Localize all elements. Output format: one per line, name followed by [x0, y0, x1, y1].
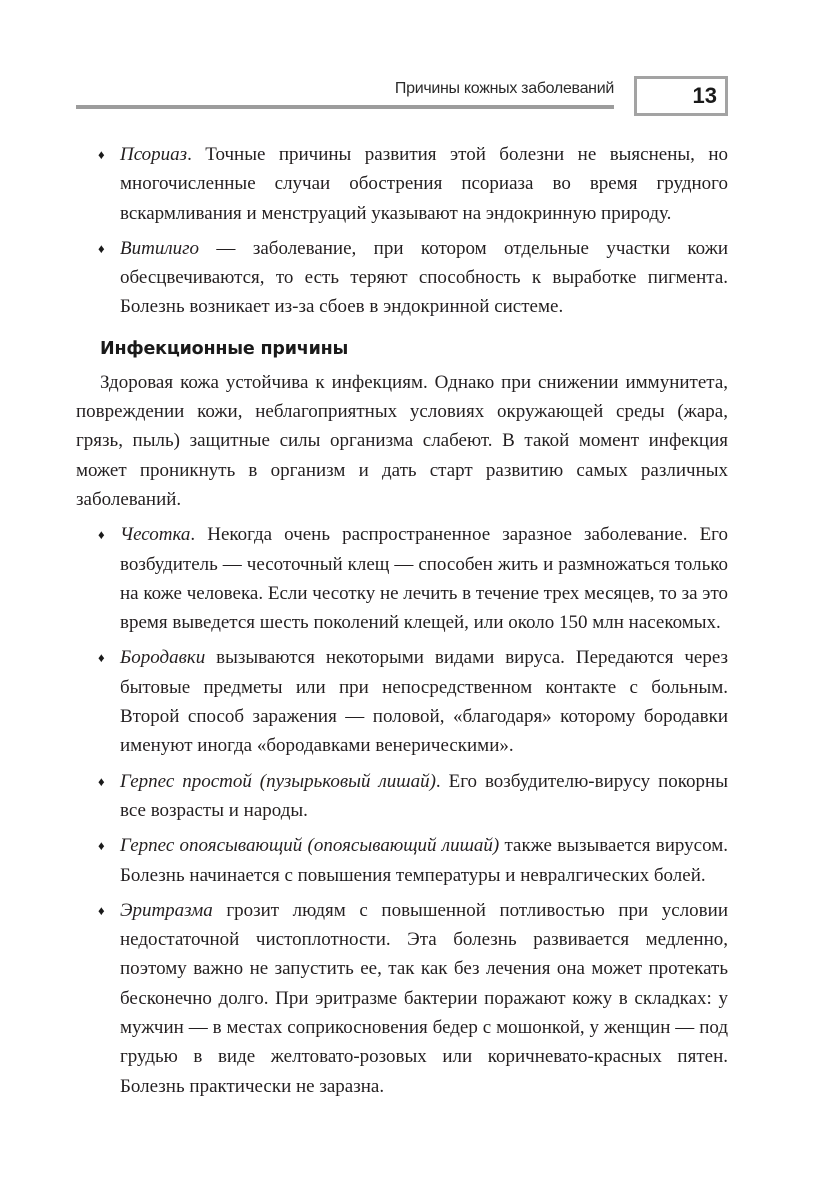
diamond-bullet-icon: ♦: [98, 527, 105, 543]
item-text: Его возбудителю-вирусу покорны все возрасты и народы.: [120, 770, 728, 821]
list-item-herpes-zoster: [76, 831, 728, 890]
section-intro-paragraph: Здоровая кожа устойчива к инфекциям. Однако при снижении иммунитета, повреждении кожи, неблагоприятных условиях окружающей среды (жара, грязь, пыль) защитные силы организма слабеют. В такой момент инфекция может проникнуть в организм и дать старт развитию самых различных заболеваний.: [76, 371, 728, 510]
list-item-herpes-simplex: [76, 767, 728, 826]
item-text: вызываются некоторыми видами вируса. Передаются через бытовые предметы или при непосредственном контакте с больным. Второй способ заражения — половой, «благодаря» которому бородавки именуют иногда «бородавками венерическими».: [120, 647, 728, 757]
term-suffix: .: [435, 770, 441, 792]
item-text: также вызывается вирусом. Болезнь начинается с повышения температуры и невралгических болей.: [120, 835, 728, 886]
diamond-bullet-icon: ♦: [98, 773, 105, 789]
item-text: — заболевание, при котором отдельные участки кожи обесцвечиваются, то есть теряют способность к выработке пигмента. Болезнь возникает из-за сбоев в эндокринной системе.: [120, 237, 728, 318]
term: Герпес опоясывающий (опоясывающий лишай): [120, 835, 500, 857]
term: Бородавки: [120, 647, 206, 669]
item-text: Некогда очень распространенное заразное заболевание. Его возбудитель — чесоточный клещ — способен жить и размножаться только на коже человека. Если чесотку не лечить в течение трех месяцев, то за это время выведется шесть поколений клещей, или около 150 млн насекомых.: [120, 524, 729, 634]
term-suffix: .: [190, 524, 196, 546]
item-text: Точные причины развития этой болезни не выяснены, но многочисленные случаи обострения псориаза во время грудного вскармливания и менструаций указывают на эндокринную природу.: [120, 144, 728, 224]
page-number: 13: [692, 83, 717, 108]
list-item-psoriasis: [76, 140, 728, 228]
list-item-warts: [76, 643, 728, 760]
page-content: [76, 140, 728, 1107]
item-text: грозит людям с повышенной потливостью при условии недостаточной чистоплотности. Эта болезнь развивается медленно, поэтому важно не запустить ее, так как без лечения она может протекать бесконечно долго. При эритразме бактерии поражают кожу в складках: у мужчин — в местах соприкосновения бедер с мошонкой, у женщин — под грудью в виде желтовато-розовых или коричневато-красных пятен. Болезнь практически не заразна.: [120, 899, 728, 1097]
section-heading: Инфекционные причины: [100, 338, 349, 359]
diamond-bullet-icon: ♦: [98, 902, 105, 918]
term: Псориаз: [120, 144, 188, 165]
term: Герпес простой (пузырьковый лишай): [120, 770, 436, 792]
term-suffix: .: [187, 144, 192, 165]
diamond-bullet-icon: ♦: [98, 838, 105, 854]
list-item-vitiligo: [76, 234, 728, 322]
term: Витилиго: [120, 237, 200, 259]
list-item-erythrasma: [76, 896, 728, 1101]
diamond-bullet-icon: ♦: [98, 650, 105, 666]
term: Чесотка: [120, 524, 191, 546]
diamond-bullet-icon: ♦: [98, 240, 105, 256]
page-number-box: [634, 76, 728, 116]
running-title: Причины кожных заболеваний: [394, 80, 614, 97]
header-rule: [76, 105, 614, 109]
term: Эритразма: [120, 899, 213, 921]
list-item-scabies: [76, 520, 728, 637]
diamond-bullet-icon: ♦: [98, 147, 105, 162]
